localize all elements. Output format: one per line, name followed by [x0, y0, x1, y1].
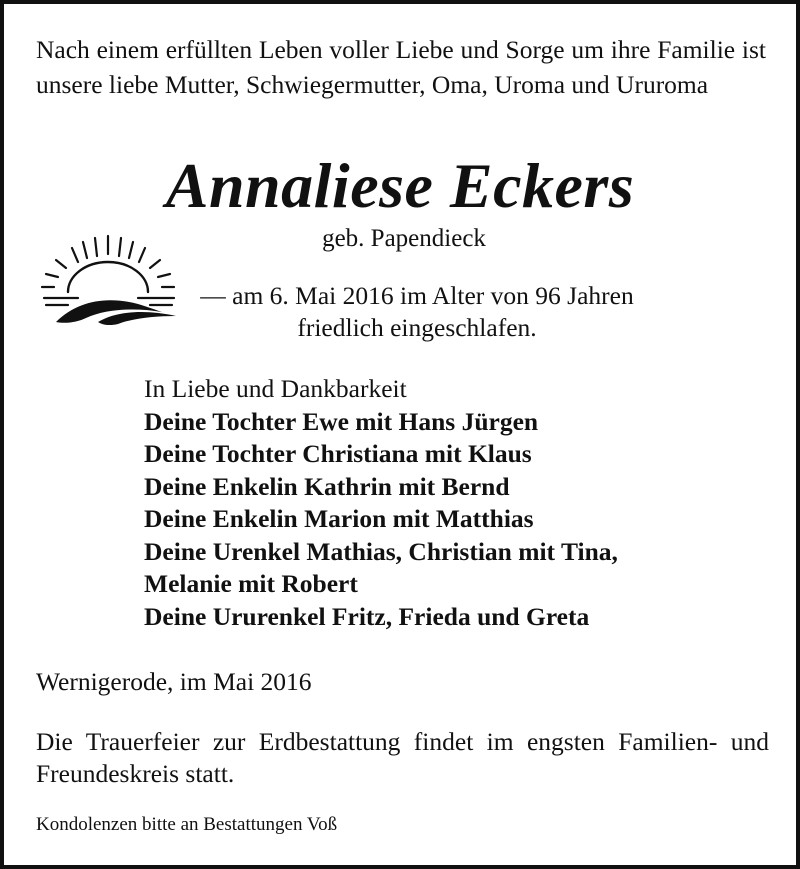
- death-line-2: friedlich eingeschlafen.: [297, 313, 537, 342]
- mourner-line: Melanie mit Robert: [144, 569, 358, 598]
- sunset-over-hills-icon: [38, 230, 180, 326]
- mourner-line: Deine Tochter Ewe mit Hans Jürgen: [144, 406, 539, 436]
- mourner-line: Deine Tochter Christiana mit Klaus: [144, 439, 532, 468]
- condolence-info: Kondolenzen bitte an Bestattungen Voß: [36, 814, 338, 835]
- place-and-date: Wernigerode, im Mai 2016: [36, 667, 312, 696]
- deceased-name: Annaliese Eckers: [165, 150, 635, 221]
- mourner-line: Deine Urenkel Mathias, Christian mit Tina,: [144, 536, 618, 566]
- sign-off: In Liebe und Dankbarkeit: [144, 374, 407, 403]
- mourner-line: Deine Ururenkel Fritz, Frieda und Greta: [144, 601, 590, 631]
- mourner-line: Deine Enkelin Marion mit Matthias: [144, 504, 534, 533]
- mourners-block: [144, 373, 764, 633]
- maiden-name: geb. Papendieck: [322, 225, 486, 252]
- death-line-1: — am 6. Mai 2016 im Alter von 96 Jahren: [200, 281, 634, 310]
- funeral-info: Die Trauerfeier zur Erdbestattung findet im engsten Familien- und Freundeskreis statt.: [36, 727, 769, 788]
- mourner-line: Deine Enkelin Kathrin mit Bernd: [144, 471, 510, 501]
- death-announcement: [182, 280, 652, 344]
- intro-text: Nach einem erfüllten Leben voller Liebe und Sorge um ihre Familie ist unsere liebe Mutter, Schwiegermutter, Oma, Uroma und Ururoma: [36, 35, 766, 99]
